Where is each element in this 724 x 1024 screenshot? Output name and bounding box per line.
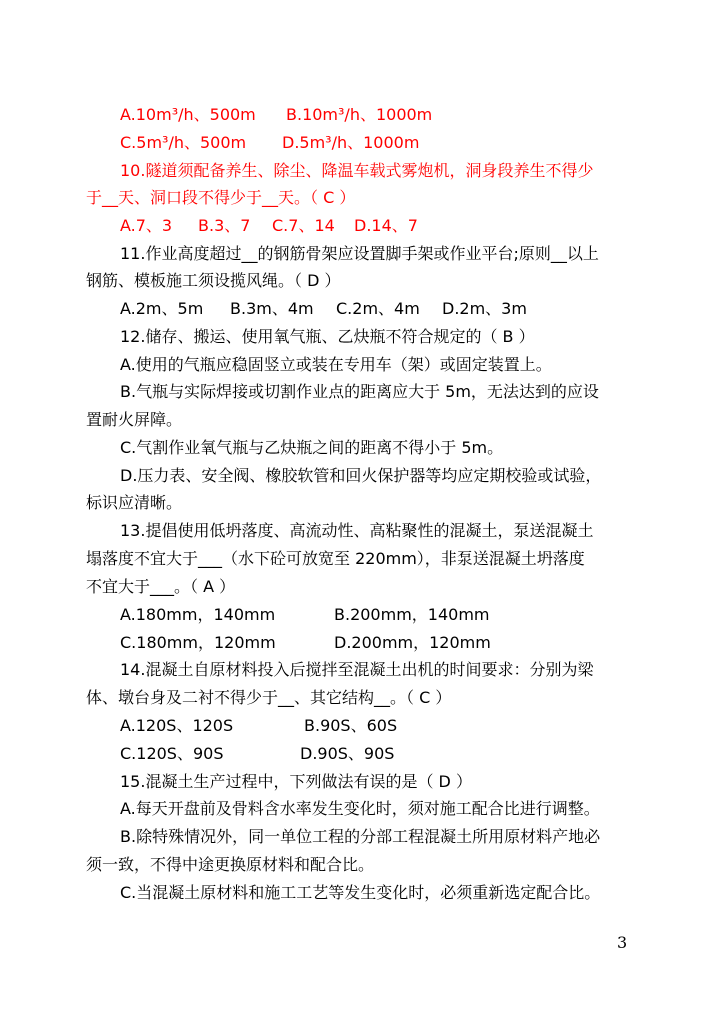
q11-option-d: D.2m、3m — [442, 299, 527, 318]
q14-option-b: B.90S、60S — [304, 716, 398, 735]
q14-options-row-2 — [120, 743, 646, 765]
q15-option-b-line-2: 须一致，不得中途更换原材料和配合比。 — [86, 855, 375, 874]
q12-option-d-line-2: 标识应清晰。 — [86, 493, 183, 512]
q10-text-line-2: 于__天、洞口段不得少于__天。（ C ） — [86, 188, 356, 207]
q14-text-line-1: 14.混凝土自原材料投入后搅拌至混凝土出机的时间要求：分别为梁 — [120, 660, 594, 679]
q15-option-a: A.每天开盘前及骨料含水率发生变化时，须对施工配合比进行调整。 — [120, 799, 600, 818]
q14-option-a: A.120S、120S — [120, 716, 234, 735]
q14-options-row-1 — [120, 715, 646, 737]
q15-option-c: C.当混凝土原材料和施工工艺等发生变化时，必须重新选定配合比。 — [120, 883, 601, 902]
q12-option-a: A.使用的气瓶应稳固竖立或装在专用车（架）或固定装置上。 — [120, 355, 552, 374]
q13-text-line-2: 塌落度不宜大于___（水下砼可放宽至 220mm），非泵送混凝土坍落度 — [86, 549, 585, 568]
q13-option-a: A.180mm，140mm — [120, 605, 276, 624]
q11-options — [120, 298, 646, 320]
q13-option-b: B.200mm，140mm — [334, 605, 490, 624]
q10-options — [120, 215, 646, 237]
q11-option-a: A.2m、5m — [120, 299, 204, 318]
q14-text-line-2: 体、墩台身及二衬不得少于__、其它结构__。（ C ） — [86, 688, 452, 707]
q11-text-line-2: 钢筋、模板施工须设揽风绳。（ D ） — [86, 271, 341, 290]
q12-option-c: C.气割作业氧气瓶与乙炔瓶之间的距离不得小于 5m。 — [120, 438, 504, 457]
q14-option-c: C.120S、90S — [120, 744, 224, 763]
q9-options-row-1 — [120, 104, 646, 126]
q13-option-c: C.180mm，120mm — [120, 633, 276, 652]
q12-option-b-line-2: 置耐火屏障。 — [86, 410, 183, 429]
q12-option-b-line-1: B.气瓶与实际焊接或切割作业点的距离应大于 5m，无法达到的应设 — [120, 382, 599, 401]
q12-option-d-line-1: D.压力表、安全阀、橡胶软管和回火保护器等均应定期校验或试验， — [120, 466, 602, 485]
q9-option-c: C.5m³/h、500m — [120, 133, 247, 152]
page-number: 3 — [617, 933, 628, 952]
q10-text-line-1: 10.隧道须配备养生、除尘、降温车载式雾炮机，洞身段养生不得少 — [120, 161, 594, 180]
q11-option-b: B.3m、4m — [230, 299, 314, 318]
q10-option-a: A.7、3 — [120, 216, 173, 235]
q15-option-b-line-1: B.除特殊情况外，同一单位工程的分部工程混凝土所用原材料产地必 — [120, 827, 601, 846]
q13-text-line-3: 不宜大于___。（ A ） — [86, 577, 236, 596]
q11-text-line-1: 11.作业高度超过__的钢筋骨架应设置脚手架或作业平台;原则__以上 — [120, 244, 599, 263]
q13-options-row-2 — [120, 632, 646, 654]
q10-option-b: B.3、7 — [198, 216, 251, 235]
q15-text-line-1: 15.混凝土生产过程中，下列做法有误的是（ D ） — [120, 772, 472, 791]
q12-text-line-1: 12.储存、搬运、使用氧气瓶、乙炔瓶不符合规定的（ B ） — [120, 327, 535, 346]
q9-option-d: D.5m³/h、1000m — [282, 133, 420, 152]
q13-option-d: D.200mm，120mm — [334, 633, 491, 652]
q10-option-c: C.7、14 — [272, 216, 335, 235]
q13-text-line-1: 13.提倡使用低坍落度、高流动性、高粘聚性的混凝土，泵送混凝土 — [120, 521, 594, 540]
q9-option-b: B.10m³/h、1000m — [286, 105, 433, 124]
q11-option-c: C.2m、4m — [336, 299, 420, 318]
q13-options-row-1 — [120, 604, 646, 626]
q9-options-row-2 — [120, 132, 646, 154]
q10-option-d: D.14、7 — [354, 216, 418, 235]
q9-option-a: A.10m³/h、500m — [120, 105, 256, 124]
q14-option-d: D.90S、90S — [300, 744, 395, 763]
